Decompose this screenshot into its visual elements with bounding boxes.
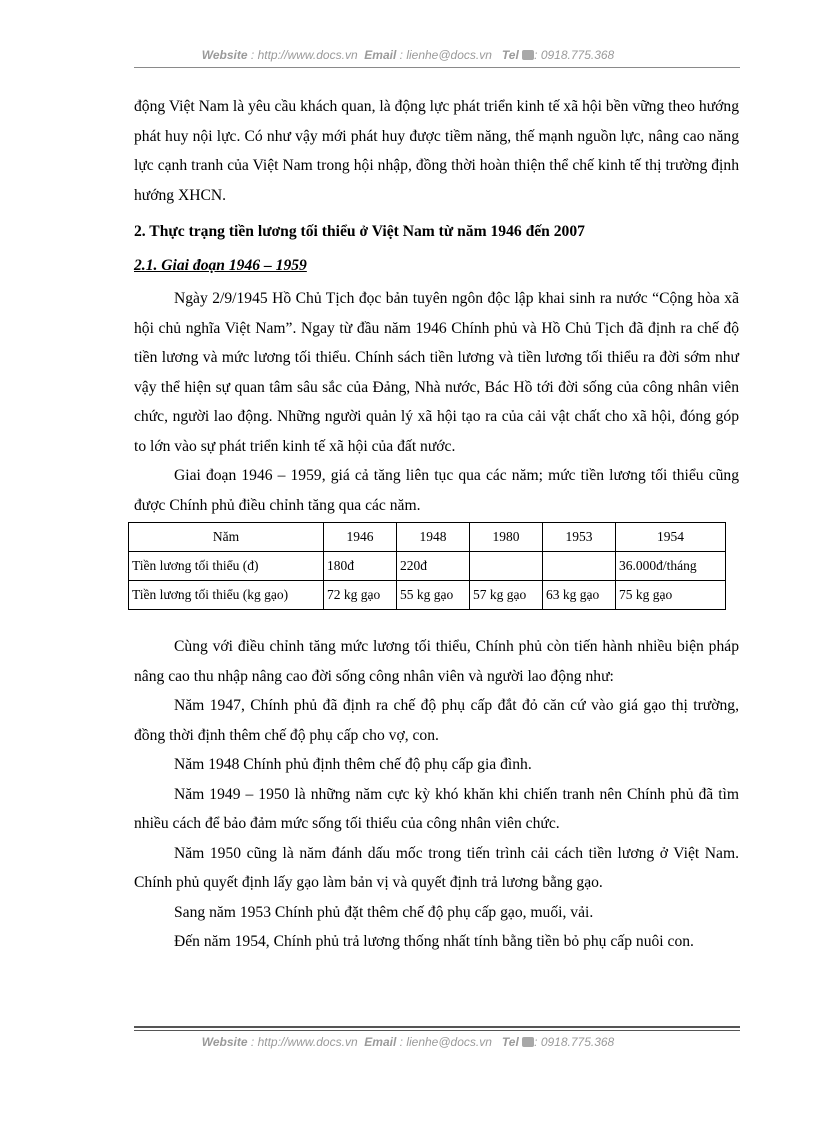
table-header-cell: 1948 <box>397 523 470 552</box>
table-header-cell: 1946 <box>324 523 397 552</box>
phone-icon <box>522 1037 534 1047</box>
table-row <box>129 552 726 581</box>
table-header-row <box>129 523 726 552</box>
table-cell: 220đ <box>397 552 470 581</box>
body-paragraph: Ngày 2/9/1945 Hồ Chủ Tịch đọc bản tuyên ngôn độc lập khai sinh ra nước “Cộng hòa xã hội chủ nghĩa Việt Nam”. Ngay từ đầu năm 1946 Chính phủ và Hồ Chủ Tịch đã định ra chế độ tiền lương và mức lương tối thiểu. Chính sách tiền lương và tiền lương tối thiểu ra đời sớm như vậy thể hiện sự quan tâm sâu sắc của Đảng, Nhà nước, Bác Hồ tới đời sống của công nhân viên chức, người lao động. Những người quản lý xã hội tạo ra của cải vật chất cho xã hội, đóng góp to lớn vào sự phát triển kinh tế xã hội của đất nước. <box>134 290 739 455</box>
page-header <box>0 48 816 62</box>
table-header-cell: 1953 <box>543 523 616 552</box>
table-cell: 55 kg gạo <box>397 581 470 610</box>
subsection-heading: 2.1. Giai đoạn 1946 – 1959 <box>134 257 307 274</box>
table-cell: 180đ <box>324 552 397 581</box>
table-header-cell: 1980 <box>470 523 543 552</box>
body-paragraph: Năm 1949 – 1950 là những năm cực kỳ khó khăn khi chiến tranh nên Chính phủ đã tìm nhiều cách để bảo đảm mức sống tối thiểu của công nhân viên chức. <box>134 785 739 832</box>
email-address[interactable]: : lienhe@docs.vn <box>399 1035 492 1049</box>
body-paragraph: Năm 1948 Chính phủ định thêm chế độ phụ cấp gia đình. <box>174 756 532 773</box>
body-paragraph: Sang năm 1953 Chính phủ đặt thêm chế độ phụ cấp gạo, muối, vải. <box>174 903 594 921</box>
section-heading: 2. Thực trạng tiền lương tối thiểu ở Việt Nam từ năm 1946 đến 2007 <box>134 223 585 240</box>
tel-label: Tel <box>501 48 519 62</box>
body-paragraph: Đến năm 1954, Chính phủ trả lương thống nhất tính bằng tiền bỏ phụ cấp nuôi con. <box>174 933 694 950</box>
table-row <box>129 581 726 610</box>
email-label: Email <box>364 48 397 62</box>
website-label: Website <box>201 1035 248 1049</box>
body-paragraph: Năm 1947, Chính phủ đã định ra chế độ phụ cấp đắt đỏ căn cứ vào giá gạo thị trường, đồng thời định thêm chế độ phụ cấp cho vợ, con. <box>134 697 739 744</box>
body-paragraph: động Việt Nam là yêu cầu khách quan, là động lực phát triển kinh tế xã hội bền vững theo hướng phát huy nội lực. Có như vậy mới phát huy được tiềm năng, thế mạnh nguồn lực, nâng cao năng lực cạnh tranh của Việt Nam trong hội nhập, đồng thời hoàn thiện thể chế kinh tế thị trường định hướng XHCN. <box>134 98 739 204</box>
body-paragraph: Giai đoạn 1946 – 1959, giá cả tăng liên tục qua các năm; mức tiền lương tối thiểu cũng được Chính phủ điều chỉnh tăng qua các năm. <box>134 467 739 514</box>
table-cell: 36.000đ/tháng <box>616 552 726 581</box>
website-url[interactable]: : http://www.docs.vn <box>250 1035 358 1049</box>
website-label: Website <box>201 48 248 62</box>
email-address[interactable]: : lienhe@docs.vn <box>399 48 492 62</box>
tel-label: Tel <box>501 1035 519 1049</box>
table-cell: Tiền lương tối thiểu (kg gạo) <box>129 581 324 610</box>
email-label: Email <box>364 1035 397 1049</box>
body-paragraph: Năm 1950 cũng là năm đánh dấu mốc trong tiến trình cải cách tiền lương ở Việt Nam. Chính phủ quyết định lấy gạo làm bản vị và quyết định trả lương bằng gạo. <box>134 844 739 891</box>
table-cell: 75 kg gạo <box>616 581 726 610</box>
table-cell: 63 kg gạo <box>543 581 616 610</box>
table-cell: 72 kg gạo <box>324 581 397 610</box>
phone-icon <box>522 50 534 60</box>
footer-divider-thin <box>134 1030 740 1031</box>
wage-table <box>128 522 726 610</box>
header-divider <box>134 67 740 68</box>
document-body <box>134 92 739 957</box>
page-footer <box>0 1035 816 1049</box>
table-cell: 57 kg gạo <box>470 581 543 610</box>
footer-divider <box>134 1026 740 1028</box>
table-header-cell: 1954 <box>616 523 726 552</box>
table-cell <box>543 552 616 581</box>
website-url[interactable]: : http://www.docs.vn <box>250 48 358 62</box>
table-header-cell: Năm <box>129 523 324 552</box>
tel-number: : 0918.775.368 <box>534 48 615 62</box>
tel-number: : 0918.775.368 <box>534 1035 615 1049</box>
body-paragraph: Cùng với điều chỉnh tăng mức lương tối thiểu, Chính phủ còn tiến hành nhiều biện pháp nâng cao thu nhập nâng cao đời sống công nhân viên và người lao động như: <box>134 638 739 685</box>
table-cell: Tiền lương tối thiểu (đ) <box>129 552 324 581</box>
table-cell <box>470 552 543 581</box>
